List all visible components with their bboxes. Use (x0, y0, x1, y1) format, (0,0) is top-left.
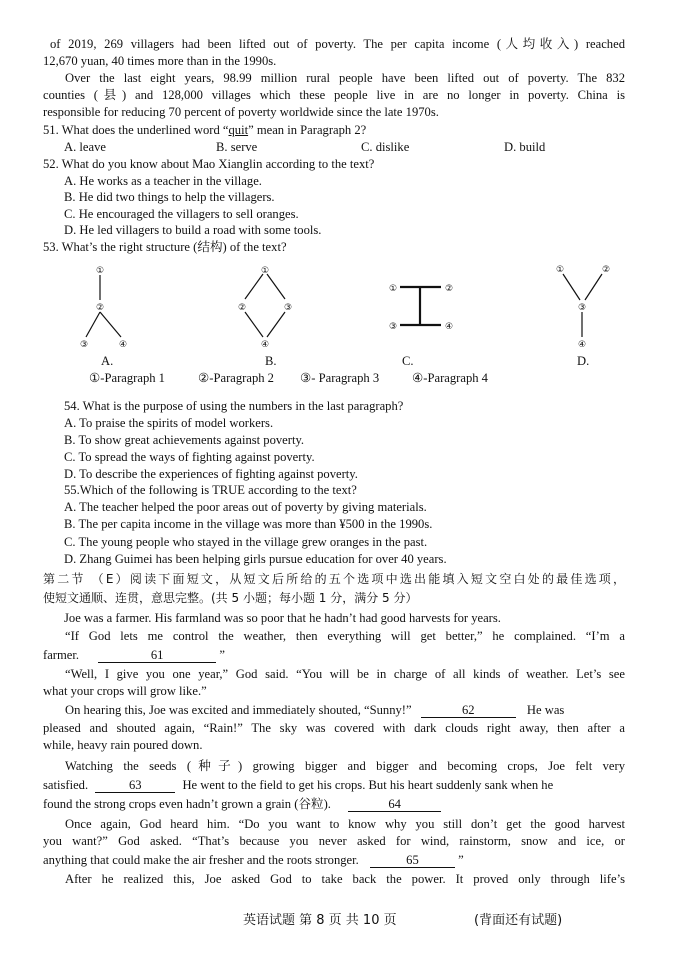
story-line: anything that could make the air fresher and the roots stronger. 65 ” (43, 853, 464, 867)
blank-62: 62 (421, 703, 516, 718)
structure-diagrams (0, 255, 679, 355)
connector-line (100, 312, 121, 337)
instruction-line: 使短文通顺、连贯，意思完整。(共 5 小题；每小题 1 分，满分 5 分） (43, 591, 418, 605)
passage-line: Over the last eight years, 98.99 million rural people have been lifted out of poverty. The 832 (65, 71, 625, 85)
q52-option-c: C. He encouraged the villagers to sell oranges. (64, 207, 299, 221)
instruction-line: 第二节 （E）阅读下面短文，从短文后所给的五个选项中选出能填入短文空白处的最佳选项， (43, 572, 625, 586)
story-line: Joe was a farmer. His farmland was so poor that he hadn’t had good harvests for years. (64, 611, 501, 625)
q54-option-b: B. To show great achievements against poverty. (64, 433, 305, 447)
node-1: ① (95, 266, 105, 276)
story-line: found the strong crops even hadn’t grown a grain (谷粒). 64 (43, 796, 441, 813)
blank-65: 65 (370, 853, 455, 868)
page-footer: 英语试题 第 8 页 共 10 页 (243, 913, 397, 928)
question-53-stem: 53. What’s the right structure (结构) of the text? (43, 240, 287, 254)
connector-line (245, 312, 263, 337)
q55-option-a: A. The teacher helped the poor areas out of poverty by giving materials. (64, 500, 427, 514)
q51-option-c: C. dislike (361, 140, 410, 154)
passage-line: counties (县) and 128,000 villages which these people live in are no longer in poverty. China is (43, 88, 625, 102)
node-4: ④ (260, 340, 270, 350)
blank-63: 63 (95, 778, 175, 793)
question-52-stem: 52. What do you know about Mao Xianglin according to the text? (43, 157, 375, 171)
question-54-stem: 54. What is the purpose of using the numbers in the last paragraph? (64, 399, 404, 413)
story-line: “Well, I give you one year,” God said. “You will be in charge of all kinds of weather. Let’s see (65, 667, 625, 681)
node-4: ④ (118, 340, 128, 350)
node-1: ① (555, 265, 565, 275)
q54-option-d: D. To describe the experiences of fighting against poverty. (64, 467, 358, 481)
story-line: you want?” God asked. “That’s because you never asked for wind, rainstorm, snow and ice, or (43, 834, 625, 848)
connector-line (267, 274, 285, 299)
story-paragraph (43, 758, 625, 775)
passage-line: of 2019, 269 villagers had been lifted out of poverty. The per capita income (人均收入) reached (50, 37, 625, 51)
q54-option-c: C. To spread the ways of fighting against poverty. (64, 450, 315, 464)
connector-line (245, 274, 263, 299)
node-1: ① (388, 284, 398, 294)
legend-paragraph-1: ①-Paragraph 1 (89, 371, 165, 385)
connector-line (563, 274, 580, 300)
question-55-stem: 55.Which of the following is TRUE according to the text? (64, 483, 357, 497)
story-line: Watching the seeds (种子) growing bigger and bigger and becoming crops, Joe felt very (65, 759, 625, 773)
story-paragraph (43, 816, 625, 850)
diagram-label-c: C. (402, 354, 414, 368)
blank-64: 64 (348, 797, 441, 812)
story-line: After he realized this, Joe asked God to take back the power. It proved only through life’s (65, 872, 625, 886)
story-line: farmer. 61 ” (43, 648, 225, 662)
story-line: pleased and shouted again, “Rain!” The sky was covered with dark clouds right away, then after a (43, 721, 625, 735)
node-2: ② (237, 303, 247, 313)
node-4: ④ (444, 322, 454, 332)
q54-option-a: A. To praise the spirits of model workers. (64, 416, 274, 430)
passage-ending (43, 36, 625, 121)
node-1: ① (260, 266, 270, 276)
node-3: ③ (283, 303, 293, 313)
node-3: ③ (388, 322, 398, 332)
passage-line: responsible for reducing 70 percent of poverty worldwide since the late 1970s. (43, 105, 439, 119)
node-3: ③ (577, 303, 587, 313)
story-line: what your crops will grow like.” (43, 684, 207, 698)
legend-paragraph-3: ③- Paragraph 3 (300, 371, 380, 385)
q55-option-c: C. The young people who stayed in the village grew oranges in the past. (64, 535, 428, 549)
q52-option-a: A. He works as a teacher in the village. (64, 174, 262, 188)
node-4: ④ (577, 340, 587, 350)
node-2: ② (95, 303, 105, 313)
node-2: ② (601, 265, 611, 275)
connector-line (585, 274, 602, 300)
story-line: Once again, God heard him. “Do you want to know why you still don’t get the good harvest (65, 817, 625, 831)
q51-option-a: A. leave (64, 140, 106, 154)
underlined-word: quit (228, 123, 249, 137)
story-line: while, heavy rain poured down. (43, 738, 203, 752)
node-2: ② (444, 284, 454, 294)
diagram-label-d: D. (577, 354, 590, 368)
node-3: ③ (79, 340, 89, 350)
blank-61: 61 (98, 648, 216, 663)
story-paragraph (43, 666, 625, 700)
passage-line: 12,670 yuan, 40 times more than in the 1990s. (43, 54, 277, 68)
legend-paragraph-2: ②-Paragraph 2 (198, 371, 274, 385)
q52-option-d: D. He led villagers to build a road with some tools. (64, 223, 322, 237)
story-paragraph (43, 871, 625, 888)
q51-option-d: D. build (504, 140, 546, 154)
story-line: “If God lets me control the weather, then everything will get better,” he complained. “I’m a (65, 629, 625, 643)
question-51-stem: 51. What does the underlined word “quit” mean in Paragraph 2? (43, 123, 367, 137)
story-paragraph (43, 628, 625, 645)
connector-line (267, 312, 285, 337)
connector-line (86, 312, 100, 337)
story-paragraph (43, 720, 625, 754)
q55-option-d: D. Zhang Guimei has been helping girls pursue education for over 40 years. (64, 552, 447, 566)
diagram-label-b: B. (265, 354, 277, 368)
q51-option-b: B. serve (216, 140, 258, 154)
story-line: satisfied. 63 He went to the field to get his crops. But his heart suddenly sank when he (43, 778, 554, 792)
story-line: On hearing this, Joe was excited and immediately shouted, “Sunny!” 62 He was (65, 703, 565, 717)
legend-paragraph-4: ④-Paragraph 4 (412, 371, 488, 385)
diagram-label-a: A. (101, 354, 114, 368)
section-instructions (43, 570, 625, 608)
footer-note: (背面还有试题) (474, 913, 563, 928)
q55-option-b: B. The per capita income in the village was more than ¥500 in the 1990s. (64, 517, 433, 531)
q52-option-b: B. He did two things to help the villagers. (64, 190, 275, 204)
